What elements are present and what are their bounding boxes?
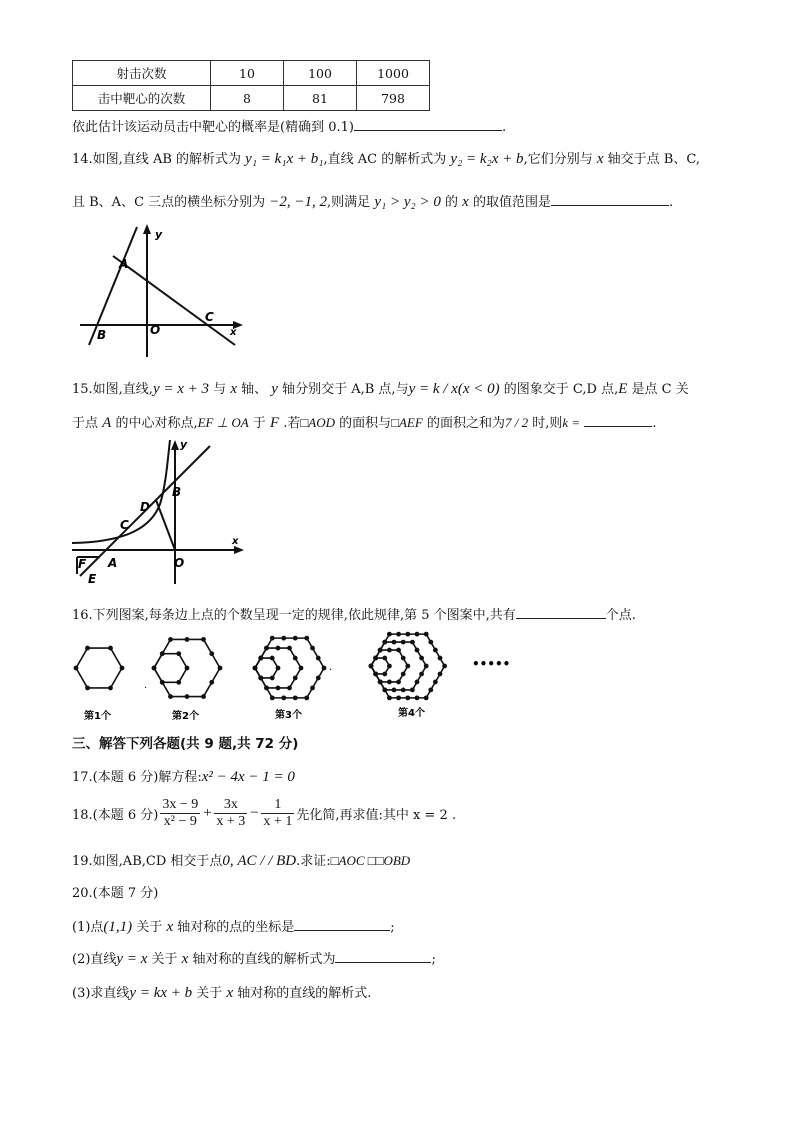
- q14-text: 的: [444, 195, 458, 210]
- q20-var: x: [226, 985, 234, 1001]
- dot: [209, 680, 214, 685]
- q15-text: 于点: [72, 416, 99, 431]
- q19-text: 19.如图,AB,CD 相交于点: [72, 854, 223, 869]
- table-cell: 射击次数: [73, 61, 211, 86]
- answer-blank: [516, 606, 606, 619]
- dot: [168, 637, 173, 642]
- dot: [310, 646, 315, 651]
- q16-text-b: 个点.: [605, 608, 636, 623]
- q16-text-a: 16.下列图案,每条边上点的个数呈现一定的规律,依此规律,第 5 个图案中,共有: [72, 608, 516, 623]
- dot: [424, 695, 429, 700]
- pattern-1: [74, 646, 125, 691]
- q20-part3: [72, 982, 371, 1002]
- q20-text: (1)点: [72, 920, 104, 935]
- dot: [108, 646, 113, 651]
- dot: [201, 694, 206, 699]
- dot: [270, 695, 275, 700]
- dot: [299, 666, 304, 671]
- q15-aod: □AOD: [300, 415, 335, 430]
- q20-text: 轴对称的点的坐标是: [177, 920, 295, 935]
- dot: [392, 688, 397, 693]
- dot: [373, 656, 378, 661]
- dot: [270, 676, 275, 681]
- q14-text: ,则满足: [327, 195, 371, 210]
- dot: [438, 656, 443, 661]
- dot: [185, 666, 190, 671]
- q14-text: 的取值范围是: [472, 195, 551, 210]
- table-cell: 10: [211, 61, 284, 86]
- label-y: y: [155, 228, 163, 241]
- dot: [424, 664, 429, 669]
- dot: [276, 666, 281, 671]
- q14-text: 且 B、A、C 三点的横坐标分别为: [72, 195, 266, 210]
- label-c: C: [120, 518, 129, 532]
- q14-text: ,它们分别与: [523, 152, 593, 167]
- dot: [415, 632, 420, 637]
- q20-part1: (1)点(1,1) 关于 x 轴对称的点的坐标是 ;: [72, 919, 395, 935]
- q20-math: y = kx + b: [129, 985, 193, 1001]
- dot: [264, 686, 269, 691]
- dot: [410, 688, 415, 693]
- table-cell: 8: [211, 86, 284, 111]
- numerator: 1: [261, 797, 294, 814]
- dot: [160, 680, 165, 685]
- dot: [401, 640, 406, 645]
- separator-dot: .: [329, 662, 333, 673]
- q15-k: k =: [562, 415, 581, 430]
- dot: [160, 651, 165, 656]
- pattern-label: 第3个: [275, 710, 302, 721]
- dot: [424, 632, 429, 637]
- q15-text: 轴分别交于 A,B 点,与: [282, 382, 409, 397]
- q17-eq: x² − 4x − 1 = 0: [201, 769, 295, 785]
- q15-text: 是点 C 关: [631, 382, 689, 397]
- dot: [378, 648, 383, 653]
- dot: [310, 686, 315, 691]
- dot: [387, 695, 392, 700]
- dot: [293, 695, 298, 700]
- q20-var: x: [166, 919, 174, 935]
- dot: [281, 636, 286, 641]
- dot: [168, 694, 173, 699]
- q14-line1: [72, 148, 700, 168]
- dot: [419, 656, 424, 661]
- dot: [287, 686, 292, 691]
- dot: [396, 648, 401, 653]
- q15-eq1: y = x + 3: [152, 381, 210, 397]
- dot: [253, 666, 258, 671]
- q19-text: .求证:: [296, 854, 331, 869]
- numerator: 3x − 9: [162, 797, 199, 812]
- q15-line1: [72, 378, 689, 398]
- table-cell: 击中靶心的次数: [73, 86, 211, 111]
- q20-part2: (2)直线y = x 关于 x 轴对称的直线的解析式为 ;: [72, 951, 436, 967]
- q15-text: 的面积与: [339, 416, 392, 431]
- dot: [382, 688, 387, 693]
- q17: [72, 766, 295, 786]
- pattern-label: 第1个: [84, 711, 111, 722]
- dot: [316, 676, 321, 681]
- dot: [382, 672, 387, 677]
- denominator: x + 1: [263, 814, 293, 829]
- q19: [72, 850, 410, 870]
- hexagon-outline: [76, 648, 122, 688]
- q14-var: x: [462, 194, 469, 210]
- denominator: x² − 9: [163, 814, 197, 829]
- dot: [120, 666, 125, 671]
- answer-blank: [335, 950, 431, 963]
- dot: [293, 636, 298, 641]
- dot: [293, 656, 298, 661]
- dot: [258, 656, 263, 661]
- label-a: A: [119, 257, 129, 271]
- dot: [276, 686, 281, 691]
- numerator: 3x: [214, 797, 247, 814]
- q20-math: (1,1): [103, 919, 133, 935]
- q15-text: 15.如图,直线,: [72, 382, 153, 397]
- dot: [401, 656, 406, 661]
- q15-text: .若: [283, 416, 301, 431]
- q20-text: (2)直线: [72, 952, 117, 967]
- answer-blank: [354, 118, 502, 131]
- q19-math: □AOC □□OBD: [330, 853, 411, 868]
- q18-text: 先化简,再求值:其中 x = 2 .: [296, 808, 456, 823]
- q15-text: 时,则: [532, 416, 563, 431]
- q15-graph: [70, 436, 255, 586]
- q14-vals: −2, −1, 2: [269, 194, 328, 210]
- q16-text: [72, 604, 636, 623]
- dot: [442, 664, 447, 669]
- q14-eq1: y₁ = k₁x + b₁: [245, 151, 324, 167]
- arrow-icon: [171, 440, 179, 450]
- pattern-label: 第2个: [172, 711, 199, 722]
- dot: [387, 648, 392, 653]
- dot: [392, 640, 397, 645]
- q15-eq2: y = k / x(x < 0): [408, 381, 500, 397]
- pattern-4: [369, 632, 447, 701]
- q14-text: 轴交于点 B、C,: [607, 152, 700, 167]
- dot: [152, 666, 157, 671]
- table-cell: 798: [357, 86, 430, 111]
- fraction: [160, 797, 200, 830]
- dot: [316, 656, 321, 661]
- dot: [264, 646, 269, 651]
- q20-var: x: [181, 951, 189, 967]
- dot: [185, 637, 190, 642]
- dot: [405, 632, 410, 637]
- dot: [85, 686, 90, 691]
- fraction: [214, 797, 247, 830]
- pattern-2: [152, 637, 223, 699]
- dot: [396, 680, 401, 685]
- q15-text: 与: [213, 382, 227, 397]
- dot: [433, 680, 438, 685]
- q20-math: y = x: [116, 951, 148, 967]
- label-x: x: [230, 327, 237, 338]
- table-row: [73, 61, 430, 86]
- dot: [322, 666, 327, 671]
- q18: 18.(本题 6 分) $\frac{3x - 9}{\text{x² − 9}}$ + $\frac{3x}{x + 3}$ − $\frac{1}{x + 1}$ 先化简,再求值:其中 x = 2 .: [72, 797, 456, 829]
- label-x: x: [232, 536, 239, 547]
- separator-dot: .: [144, 680, 148, 691]
- q15-var: A: [102, 415, 112, 431]
- q18-text: 18.(本题 6 分): [72, 808, 159, 823]
- label-b: B: [97, 328, 107, 342]
- q15-text: 轴、: [241, 382, 268, 397]
- label-f: F: [78, 557, 87, 571]
- q15-text: 的中心对称点,: [115, 416, 198, 431]
- q15-text: 的面积之和为: [426, 416, 505, 431]
- q15-frac: 7 / 2: [504, 415, 529, 430]
- pattern-label: 第4个: [398, 708, 425, 719]
- dot: [209, 651, 214, 656]
- label-o: O: [174, 556, 185, 570]
- table-cell: 100: [284, 61, 357, 86]
- arrow-icon: [234, 546, 244, 554]
- dot: [401, 688, 406, 693]
- dot: [401, 672, 406, 677]
- dot: [304, 636, 309, 641]
- pattern-3: [253, 636, 327, 701]
- dot: [387, 632, 392, 637]
- dot: [258, 676, 263, 681]
- label-y: y: [180, 438, 188, 451]
- q15-var: y: [271, 381, 278, 397]
- q15-text: 的图象交于 C,D 点,: [503, 382, 619, 397]
- dot: [201, 637, 206, 642]
- q13-text: 依此估计该运动员击中靶心的概率是(精确到 0.1): [72, 120, 354, 135]
- q20-text: 关于: [196, 986, 223, 1001]
- q14-eq2: y₂ = k₂x + b: [450, 151, 524, 167]
- dot: [176, 651, 181, 656]
- q14-var: x: [596, 151, 604, 167]
- dot: [396, 632, 401, 637]
- q20-text: 关于: [151, 952, 178, 967]
- dot: [433, 648, 438, 653]
- fraction: [261, 797, 294, 830]
- q15-var: x: [230, 381, 237, 397]
- shooting-table: [72, 60, 430, 111]
- q20-text: 轴对称的直线的解析式.: [237, 986, 372, 1001]
- dot: [428, 688, 433, 693]
- q20-text: 轴对称的直线的解析式为: [192, 952, 336, 967]
- dot: [369, 664, 374, 669]
- dot: [382, 656, 387, 661]
- q14-line2: 且 B、A、C 三点的横坐标分别为 −2, −1, 2,则满足 y₁ > y₂ > 0 的 x 的取值范围是 .: [72, 194, 674, 210]
- q20-text: (3)求直线: [72, 986, 130, 1001]
- segment-do: [156, 500, 175, 550]
- label-e: E: [88, 572, 97, 586]
- label-o: O: [150, 323, 161, 337]
- q15-aef: □AEF: [391, 415, 423, 430]
- line-ac: [113, 256, 235, 345]
- dot: [415, 680, 420, 685]
- dot: [176, 680, 181, 685]
- answer-blank: [584, 414, 652, 427]
- dot: [270, 636, 275, 641]
- answer-blank: [294, 918, 390, 931]
- q15-var: F: [269, 415, 280, 431]
- table-cell: 1000: [357, 61, 430, 86]
- q19-math: 0, AC / / BD: [222, 853, 297, 869]
- dot: [281, 695, 286, 700]
- q15-line2: 于点 A 的中心对称点,EF ⊥ OA 于 F .若□AOD 的面积与□AEF 的面积之和为7 / 2 时,则k = .: [72, 415, 657, 431]
- dot: [293, 676, 298, 681]
- dot: [276, 646, 281, 651]
- dot: [218, 666, 223, 671]
- dot: [85, 646, 90, 651]
- q20-text: 关于: [136, 920, 163, 935]
- label-b: B: [172, 485, 182, 499]
- q14-text: ,直线 AC 的解析式为: [323, 152, 447, 167]
- label-d: D: [140, 500, 150, 514]
- q13-tail: 依此估计该运动员击中靶心的概率是(精确到 0.1) .: [72, 120, 507, 135]
- q20-title: 20.(本题 7 分): [72, 886, 159, 901]
- label-a: A: [108, 556, 118, 570]
- q16-patterns: [68, 630, 528, 725]
- dot: [74, 666, 79, 671]
- section-heading: 三、解答下列各题(共 9 题,共 72 分): [72, 736, 299, 752]
- dot: [373, 672, 378, 677]
- arrow-icon: [143, 224, 151, 234]
- q15-var: E: [618, 381, 628, 397]
- dot: [108, 686, 113, 691]
- dot: [387, 680, 392, 685]
- dot: [387, 664, 392, 669]
- table-row: [73, 86, 430, 111]
- dot: [382, 640, 387, 645]
- q14-text: 14.如图,直线 AB 的解析式为: [72, 152, 242, 167]
- q14-ineq: y₁ > y₂ > 0: [374, 194, 441, 210]
- dot: [270, 656, 275, 661]
- dot: [287, 646, 292, 651]
- denominator: x + 3: [216, 814, 246, 829]
- dot: [185, 694, 190, 699]
- dot: [405, 695, 410, 700]
- q15-text: 于: [252, 416, 266, 431]
- ellipsis: •••••: [472, 657, 511, 671]
- dot: [304, 695, 309, 700]
- q15-perp: EF ⊥ OA: [197, 415, 249, 430]
- q14-graph: [75, 222, 250, 362]
- label-c: C: [205, 310, 214, 324]
- dot: [405, 664, 410, 669]
- dot: [419, 672, 424, 677]
- dot: [415, 695, 420, 700]
- dot: [396, 695, 401, 700]
- q17-text: 17.(本题 6 分)解方程:: [72, 770, 202, 785]
- dot: [428, 640, 433, 645]
- dot: [415, 648, 420, 653]
- dot: [378, 680, 383, 685]
- dot: [438, 672, 443, 677]
- dot: [410, 640, 415, 645]
- table-cell: 81: [284, 86, 357, 111]
- answer-blank: [551, 193, 669, 206]
